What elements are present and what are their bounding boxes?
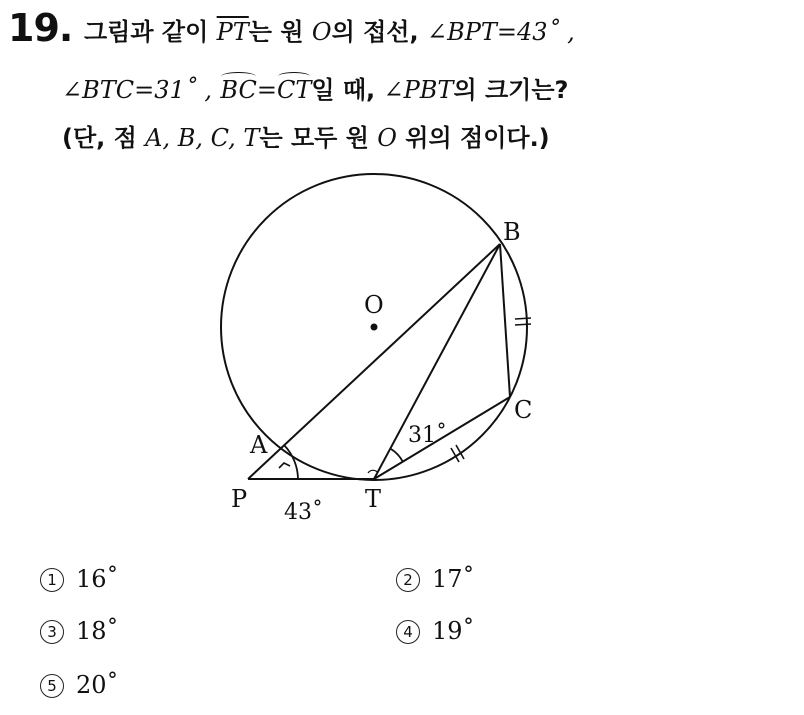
question-number: 19.	[8, 6, 73, 50]
chord-bc	[500, 244, 510, 397]
angle-pbt: ∠PBT	[383, 76, 454, 104]
text-fragment: 는 모두 원	[259, 124, 378, 152]
label-b: B	[503, 218, 521, 246]
angle-arc-p	[284, 445, 298, 479]
question-line-2	[62, 70, 568, 105]
angle-label-31: 31˚	[408, 423, 447, 448]
choice-3[interactable]	[40, 617, 119, 645]
choice-value: 19˚	[432, 617, 475, 645]
question-line-1	[84, 12, 575, 47]
text-fragment: 의 접선,	[331, 18, 427, 46]
point-list: A, B, C, T	[145, 124, 260, 152]
text-fragment: 는 원	[248, 18, 312, 46]
arc-bc: BC	[220, 76, 257, 104]
choice-value: 20˚	[76, 671, 119, 699]
center-point	[371, 324, 378, 331]
choice-marker: 4	[396, 620, 420, 644]
segment-pt: $\overline{PT}$	[216, 18, 249, 46]
choice-4[interactable]	[396, 617, 475, 645]
angle-bpt: ∠BPT=43˚ ,	[426, 18, 575, 46]
choice-marker: 1	[40, 568, 64, 592]
arc-ct: CT	[276, 76, 312, 104]
label-a: A	[250, 431, 268, 459]
text-fragment: 의 크기는?	[453, 76, 569, 104]
center-o: O	[377, 124, 397, 152]
text-fragment: 일 때,	[311, 76, 384, 104]
center-o: O	[311, 18, 332, 46]
choice-value: 17˚	[432, 565, 475, 593]
angle-label-43: 43˚	[284, 500, 323, 525]
angle-arrow-p	[279, 463, 290, 468]
tick-marks-bc	[515, 318, 531, 325]
choice-2[interactable]	[396, 565, 475, 593]
text-fragment: 그림과 같이	[84, 18, 217, 46]
label-t: T	[365, 485, 382, 513]
label-o: O	[364, 291, 384, 319]
label-p: P	[231, 485, 248, 513]
angle-arc-t	[391, 449, 403, 462]
angle-btc: ∠BTC=31˚ ,	[62, 76, 213, 104]
choice-marker: 5	[40, 674, 64, 698]
choice-marker: 3	[40, 620, 64, 644]
text-fragment: 위의 점이다.)	[396, 124, 550, 152]
question-line-3	[62, 118, 550, 153]
choice-5[interactable]	[40, 671, 119, 699]
choice-1[interactable]	[40, 565, 119, 593]
secant-pb	[248, 244, 500, 479]
text-fragment: (단, 점	[62, 124, 146, 152]
choice-value: 18˚	[76, 617, 119, 645]
tick-marks-tc	[451, 445, 464, 462]
choice-value: 16˚	[76, 565, 119, 593]
label-c: C	[514, 396, 533, 424]
choice-marker: 2	[396, 568, 420, 592]
equals-sign: =	[256, 76, 277, 104]
geometry-figure	[200, 160, 560, 530]
